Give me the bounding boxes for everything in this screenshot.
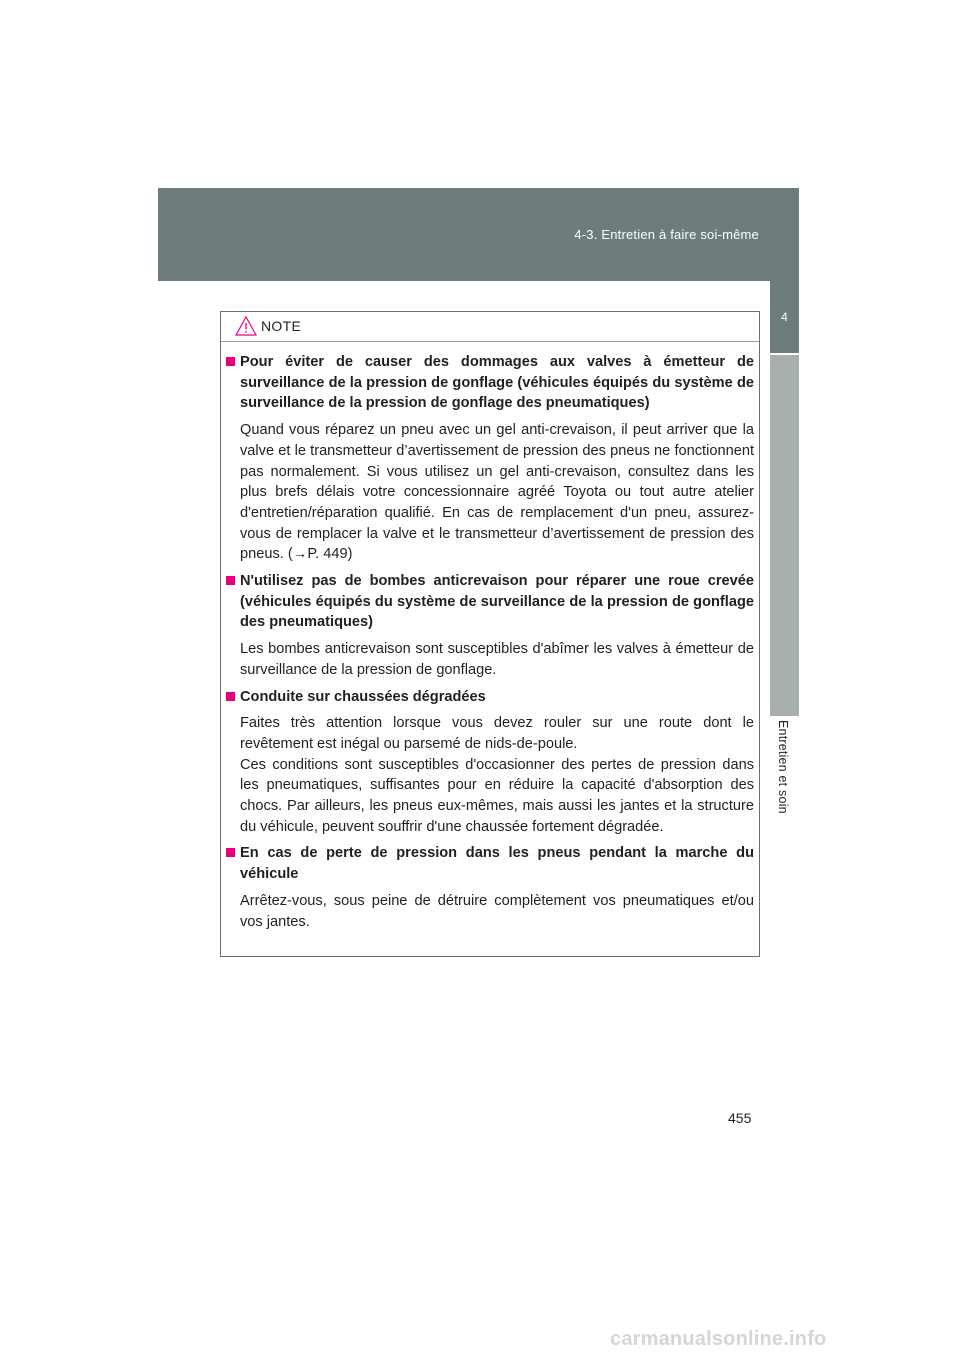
bullet-square-icon [226,848,235,857]
section-paragraph: Faites très attention lorsque vous devez rouler sur une route dont le revêtement est inégal ou parsemé de nids-de-poule. [240,715,754,752]
section-heading: Conduite sur chaussées dégradées [226,687,754,708]
bullet-square-icon [226,357,235,366]
chapter-label: Entretien et soin [776,720,790,814]
section-heading: En cas de perte de pression dans les pneus pendant la marche du véhicule [226,843,754,884]
note-content [226,352,754,938]
note-title: NOTE [261,318,302,334]
header-band [158,188,799,281]
chapter-number: 4 [781,310,788,324]
section-paragraph: Arrêtez-vous, sous peine de détruire complètement vos pneumatiques et/ou vos jantes. [240,892,754,930]
section-paragraph: Quand vous réparez un pneu avec un gel anti-crevaison, il peut arriver que la valve et le transmetteur d’avertissement de pression des pneus ne fonctionnent pas normalement. Si vous utilisez un gel anti-crevaison, consultez dans les plus brefs délais votre concessionnaire agréé Toyota ou tout autre atelier d'entretien/réparation qualifié. En cas de remplacement d'un pneu, assurez-vous de remplacer la valve et le transmetteur d’avertissement de pression des pneus. (→P. 449) [240,422,754,563]
chapter-number-tab [770,281,799,353]
section-title: 4-3. Entretien à faire soi-même [574,227,759,242]
note-header [221,312,759,342]
bullet-square-icon [226,692,235,701]
note-box [220,311,760,957]
section-paragraph: Ces conditions sont susceptibles d'occasionner des pertes de pression dans les pneumatiques, suffisantes pour en réduire la capacité d'absorption des chocs. Par ailleurs, les pneus eux-mêmes, mais aussi les jantes et la structure du véhicule, peuvent souffrir d'une chaussée fortement dégradée. [240,756,754,835]
section-paragraph: Les bombes anticrevaison sont susceptibles d'abîmer les valves à émetteur de surveillance de la pression de gonflage. [240,641,754,678]
bullet-square-icon [226,576,235,585]
section-heading: Pour éviter de causer des dommages aux valves à émetteur de surveillance de la pression de gonflage (véhicules équipés du système de surveillance de la pression de gonflage des pneumatiques) [226,352,754,414]
warning-triangle-icon [235,316,257,336]
watermark: carmanualsonline.info [610,1328,827,1350]
section-heading: N'utilisez pas de bombes anticrevaison pour réparer une roue crevée (véhicules équipés du système de surveillance de la pression de gonflage des pneumatiques) [226,571,754,633]
chapter-side-tab [770,355,799,716]
page-number: 455 [728,1110,752,1126]
